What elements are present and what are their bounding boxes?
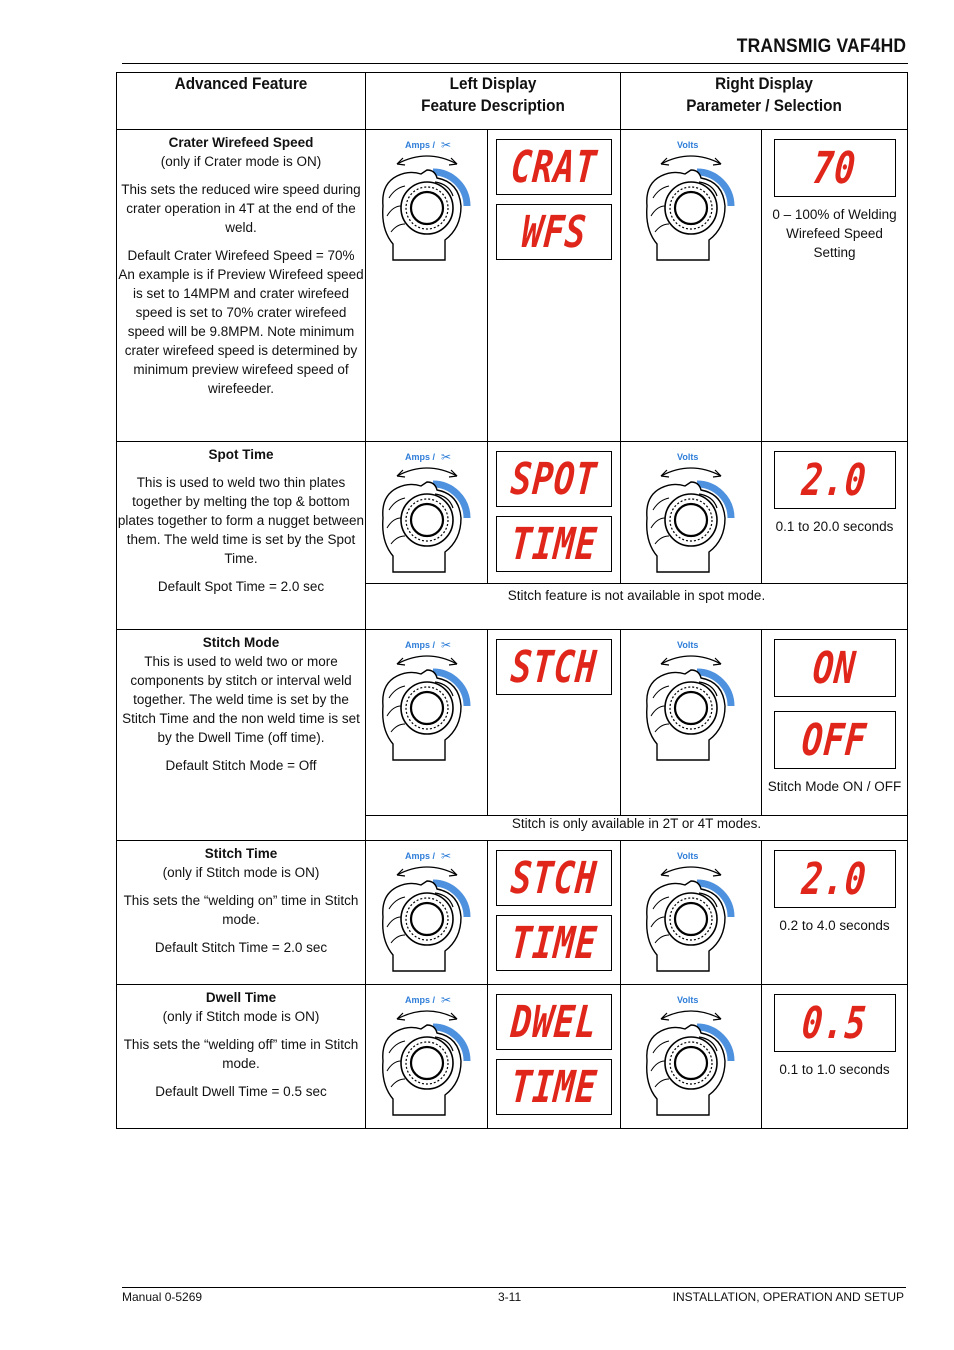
volts-knob-icon <box>639 991 743 1119</box>
header-rule <box>122 63 908 64</box>
left-display-line-1: SPOT <box>496 451 612 507</box>
parameter-range: 0.1 to 20.0 seconds <box>775 519 894 534</box>
wirefeed-icon: ✂ <box>440 849 451 863</box>
volts-knob-cell <box>621 130 762 442</box>
feature-default: Default Stitch Mode = Off <box>165 758 317 773</box>
volts-knob-cell <box>621 442 762 584</box>
knob-label: Volts <box>677 851 699 861</box>
feature-subtitle: (only if Stitch mode is ON) <box>162 1009 320 1024</box>
right-display-value-off: OFF <box>774 711 896 769</box>
left-display-line-2: TIME <box>496 1059 612 1115</box>
volts-knob-icon <box>639 636 743 764</box>
wirefeed-icon: ✂ <box>440 993 451 1007</box>
amps-knob-cell <box>366 841 488 985</box>
parameter-range: Stitch Mode ON / OFF <box>767 779 902 794</box>
knob-label: Volts <box>677 995 699 1005</box>
feature-subtitle: (only if Crater mode is ON) <box>160 154 322 169</box>
amps-knob-cell <box>366 985 488 1129</box>
right-display-cell <box>762 841 908 985</box>
feature-title: Spot Time <box>208 447 274 462</box>
left-display-cell <box>488 442 621 584</box>
left-display-cell <box>488 841 621 985</box>
right-display-cell <box>762 130 908 442</box>
knob-label: Amps / <box>404 995 435 1005</box>
left-display-line-1: DWEL <box>496 994 612 1050</box>
feature-text: This sets the reduced wire speed during crater operation in 4T at the end of the weld. <box>121 182 361 235</box>
left-display-line-2: TIME <box>496 516 612 572</box>
feature-default: Default Spot Time = 2.0 sec <box>157 579 325 594</box>
knob-label: Volts <box>677 452 699 462</box>
right-display-value-on: ON <box>774 639 896 697</box>
right-display-value: 70 <box>774 139 896 197</box>
left-display-line-1: CRAT <box>496 139 612 195</box>
left-display-line-1: STCH <box>496 639 612 695</box>
table-row <box>117 985 908 1129</box>
table-row <box>117 442 908 584</box>
footer-manual-number: Manual 0-5269 <box>122 1290 203 1304</box>
left-display-line-2: TIME <box>496 915 612 971</box>
document-title: TRANSMIG VAF4HD <box>736 36 906 57</box>
feature-text: This sets the “welding on” time in Stitch mode. <box>123 893 359 927</box>
left-display-cell <box>488 985 621 1129</box>
wirefeed-icon: ✂ <box>440 450 451 464</box>
right-display-cell <box>762 985 908 1129</box>
wirefeed-icon: ✂ <box>440 638 451 652</box>
amps-knob-cell <box>366 442 488 584</box>
knob-label: Volts <box>677 640 699 650</box>
right-display-value: 2.0 <box>774 850 896 908</box>
wirefeed-icon: ✂ <box>440 138 451 152</box>
amps-knob-cell <box>366 630 488 816</box>
amps-knob-icon <box>375 847 479 975</box>
knob-label: Volts <box>677 140 699 150</box>
parameter-range: 0.1 to 1.0 seconds <box>779 1062 890 1077</box>
left-display-line-2: WFS <box>496 204 612 260</box>
feature-title: Stitch Mode <box>202 635 280 650</box>
column-header-left-display: Left Display Feature Description <box>366 73 621 130</box>
volts-knob-icon <box>639 847 743 975</box>
table-row <box>117 841 908 985</box>
feature-description <box>117 130 366 442</box>
right-display-cell <box>762 442 908 584</box>
knob-label: Amps / <box>404 640 435 650</box>
spot-mode-note: Stitch feature is not available in spot mode. <box>366 584 908 630</box>
feature-description <box>117 442 366 630</box>
feature-default: Default Dwell Time = 0.5 sec <box>155 1084 327 1099</box>
left-display-cell <box>488 630 621 816</box>
amps-knob-icon <box>375 991 479 1119</box>
left-display-line-1: STCH <box>496 850 612 906</box>
feature-description <box>117 841 366 985</box>
column-header-feature: Advanced Feature <box>117 73 366 130</box>
feature-text: This is used to weld two or more components by stitch or interval weld together. The weld time is set by the Stitch Time and the non weld time is set by the Dwell Time (off time). <box>122 654 360 745</box>
table-row <box>117 630 908 816</box>
feature-text: This sets the “welding off” time in Stitch mode. <box>123 1037 359 1071</box>
footer-rule <box>122 1287 906 1288</box>
knob-label: Amps / <box>404 851 435 861</box>
feature-description <box>117 630 366 841</box>
volts-knob-icon <box>639 136 743 264</box>
left-display-cell <box>488 130 621 442</box>
footer-page-number: 3-11 <box>498 1290 522 1304</box>
column-header-right-display: Right Display Parameter / Selection <box>621 73 908 130</box>
amps-knob-cell <box>366 130 488 442</box>
feature-default: Default Stitch Time = 2.0 sec <box>154 940 328 955</box>
feature-default: Default Crater Wirefeed Speed = 70% <box>127 248 355 263</box>
volts-knob-cell <box>621 630 762 816</box>
feature-subtitle: (only if Stitch mode is ON) <box>162 865 320 880</box>
feature-title: Crater Wirefeed Speed <box>168 135 314 150</box>
volts-knob-icon <box>639 448 743 576</box>
feature-title: Stitch Time <box>204 846 278 861</box>
right-display-value: 0.5 <box>774 994 896 1052</box>
stitch-mode-note: Stitch is only available in 2T or 4T modes. <box>366 816 908 841</box>
parameter-range: 0.2 to 4.0 seconds <box>779 918 890 933</box>
amps-knob-icon <box>375 636 479 764</box>
parameter-range: 0 – 100% of Welding Wirefeed Speed Setting <box>772 207 897 260</box>
footer-section: INSTALLATION, OPERATION AND SETUP <box>672 1290 904 1304</box>
volts-knob-cell <box>621 985 762 1129</box>
right-display-value: 2.0 <box>774 451 896 509</box>
feature-description <box>117 985 366 1129</box>
amps-knob-icon <box>375 136 479 264</box>
table-row <box>117 130 908 442</box>
knob-label: Amps / <box>404 140 435 150</box>
feature-table <box>116 72 908 1129</box>
amps-knob-icon <box>375 448 479 576</box>
feature-title: Dwell Time <box>205 990 277 1005</box>
knob-label: Amps / <box>404 452 435 462</box>
feature-text: This is used to weld two thin plates together by melting the top & bottom plates together to form a nugget between them. The weld time is set by the Spot Time. <box>117 475 365 566</box>
right-display-cell <box>762 630 908 816</box>
volts-knob-cell <box>621 841 762 985</box>
feature-example: An example is if Preview Wirefeed speed is set to 14MPM and crater wirefeed speed is set to 70% crater wirefeed speed will be 9.8MPM. Note minimum crater wirefeed speed is determined by minimum preview wirefeed speed of wirefeeder. <box>118 267 364 396</box>
